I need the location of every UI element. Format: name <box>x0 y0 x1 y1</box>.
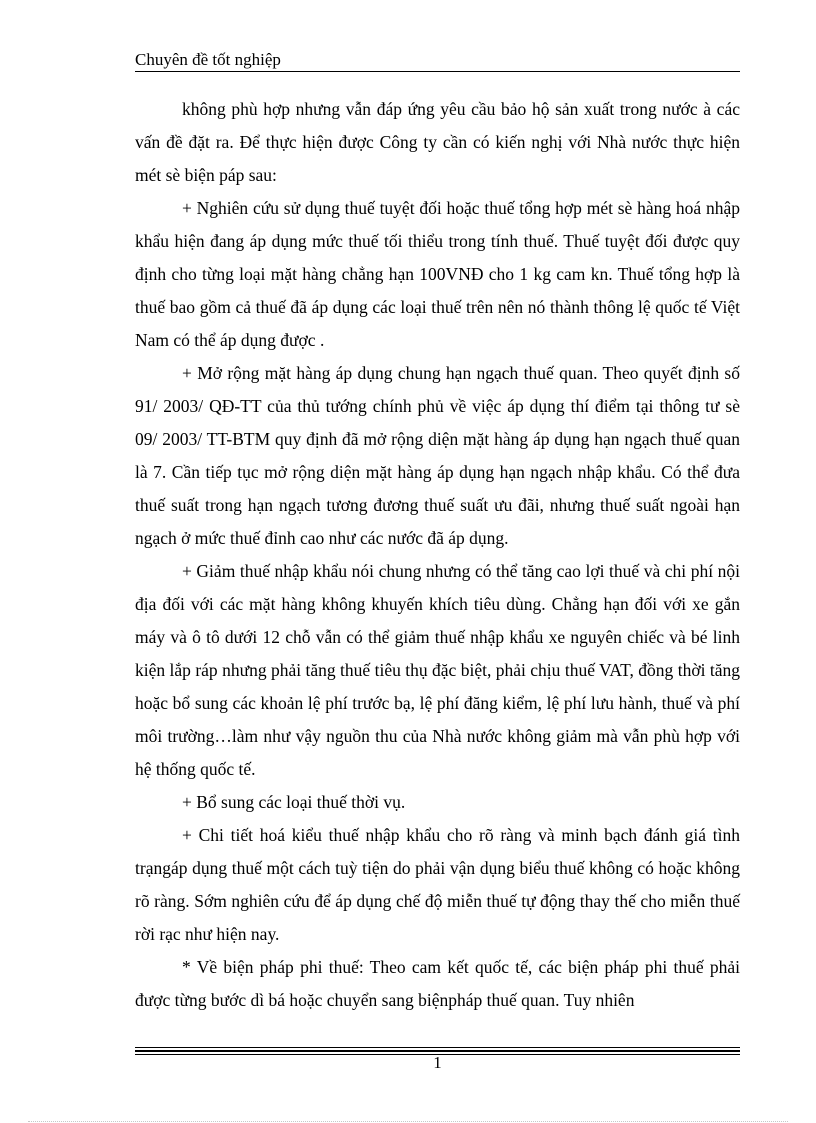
paragraph-tariff-quota: + Mở rộng mặt hàng áp dụng chung hạn ngạch thuế quan. Theo quyết định số 91/ 2003/ QĐ-TT của thủ tướng chính phủ về việc áp dụng thí điểm tại thông tư sè 09/ 2003/ TT-BTM quy định đã mở rộng diện mặt hàng áp dụng hạn ngạch thuế quan là 7. Cần tiếp tục mở rộng diện mặt hàng áp dụng hạn ngạch nhập khẩu. Có thể đưa thuế suất trong hạn ngạch tương đương thuế suất ưu đãi, nhưng thuế suất ngoài hạn ngạch ở mức thuế đỉnh cao như các nước đã áp dụng. <box>135 363 740 548</box>
running-header: Chuyên đề tốt nghiệp <box>135 50 281 69</box>
page-edge-divider <box>28 1121 788 1122</box>
paragraph-detail-tax: + Chi tiết hoá kiểu thuế nhập khẩu cho rõ ràng và minh bạch đánh giá tình trạngáp dụng thuế một cách tuỳ tiện do phải vận dụng biểu thuế không có hoặc không rõ ràng. Sớm nghiên cứu để áp dụng chế độ miễn thuế tự động thay thế cho miễn thuế rời rạc như hiện nay. <box>135 825 740 944</box>
paragraph-reduce-import-tax: + Giảm thuế nhập khẩu nói chung nhưng có thể tăng cao lợi thuế và chi phí nội địa đối với các mặt hàng không khuyến khích tiêu dùng. Chẳng hạn đối với xe gắn máy và ô tô dưới 12 chỗ vẫn có thể giảm thuế nhập khẩu xe nguyên chiếc và bé linh kiện lắp ráp nhưng phải tăng thuế tiêu thụ đặc biệt, phải chịu thuế VAT, đồng thời tăng hoặc bổ sung các khoản lệ phí trước bạ, lệ phí đăng kiểm, lệ phí lưu hành, thuế và phí môi trường…làm như vậy nguồn thu của Nhà nước không giảm mà vẫn phù hợp với hệ thống quốc tế. <box>135 561 740 779</box>
page-number: 1 <box>433 1053 442 1072</box>
paragraph-non-tariff: * Về biện pháp phi thuế: Theo cam kết quốc tế, các biện pháp phi thuế phải được từng bước dì bá hoặc chuyển sang biệnpháp thuế quan. Tuy nhiên <box>135 957 740 1010</box>
header-rule <box>135 71 740 72</box>
paragraph-absolute-tax: + Nghiên cứu sử dụng thuế tuyệt đối hoặc thuế tổng hợp mét sè hàng hoá nhập khẩu hiện đang áp dụng mức thuế tối thiểu trong tính thuế. Thuế tuyệt đối được quy định cho từng loại mặt hàng chẳng hạn 100VNĐ cho 1 kg cam kn. Thuế tổng hợp là thuế bao gồm cả thuế đã áp dụng các loại thuế trên nên nó thành thông lệ quốc tế Việt Nam có thể áp dụng được . <box>135 198 740 350</box>
paragraph-intro: không phù hợp nhưng vẫn đáp ứng yêu cầu bảo hộ sản xuất trong nước à các vấn đề đặt ra. Để thực hiện được Công ty cần có kiến nghị với Nhà nước thực hiện mét sè biện páp sau: <box>135 99 740 185</box>
footer-rule-top <box>135 1047 740 1048</box>
document-body <box>135 93 740 1017</box>
paragraph-seasonal-tax: + Bổ sung các loại thuế thời vụ. <box>182 792 406 812</box>
